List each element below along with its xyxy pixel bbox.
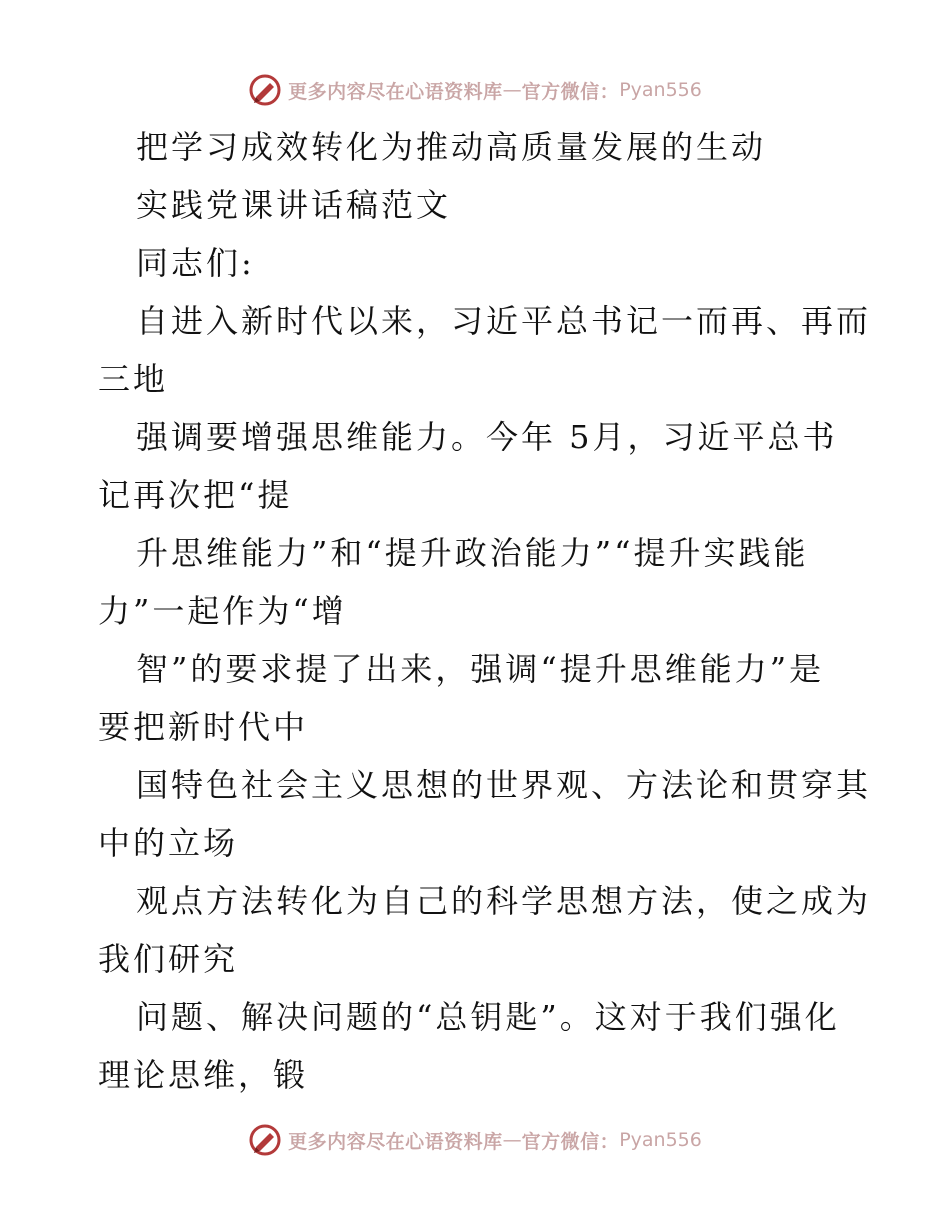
body-line: 我们研究 xyxy=(98,940,239,978)
body-line: 强调要增强思维能力。今年 5月，习近平总书 xyxy=(136,418,838,456)
banner-suffix: 官方微信： xyxy=(521,1130,620,1153)
body-line: 理论思维，锻 xyxy=(98,1056,309,1094)
body-line: 要把新时代中 xyxy=(98,708,309,746)
banner-suffix: 官方微信： xyxy=(521,80,620,103)
banner-wechat-id: Pyan556 xyxy=(619,1129,702,1151)
title-line-1: 把学习成效转化为推动高质量发展的生动 xyxy=(136,128,767,166)
banner-dash: — xyxy=(502,79,522,101)
header-banner xyxy=(0,70,950,110)
pen-logo-icon xyxy=(248,73,282,107)
banner-text: 更多内容尽在心语资料库 xyxy=(288,80,503,103)
banner-wechat-id: Pyan556 xyxy=(619,79,702,101)
body-line: 自进入新时代以来，习近平总书记一而再、再而 xyxy=(136,302,872,340)
footer-banner xyxy=(0,1120,950,1160)
body-line: 三地 xyxy=(98,360,169,398)
salutation: 同志们: xyxy=(136,244,255,282)
body-line: 力”一起作为“增 xyxy=(98,592,347,630)
banner-dash: — xyxy=(502,1129,522,1151)
title-line-2: 实践党课讲话稿范文 xyxy=(136,186,452,224)
body-line: 国特色社会主义思想的世界观、方法论和贯穿其 xyxy=(136,766,872,804)
pen-logo-icon xyxy=(248,1123,282,1157)
body-line: 升思维能力”和“提升政治能力”“提升实践能 xyxy=(136,534,809,572)
banner-text: 更多内容尽在心语资料库 xyxy=(288,1130,503,1153)
body-line: 智”的要求提了出来，强调“提升思维能力”是 xyxy=(136,650,825,688)
body-line: 问题、解决问题的“总钥匙”。这对于我们强化 xyxy=(136,998,840,1036)
body-line: 记再次把“提 xyxy=(98,476,293,514)
body-line: 观点方法转化为自己的科学思想方法，使之成为 xyxy=(136,882,872,920)
body-line: 中的立场 xyxy=(98,824,239,862)
